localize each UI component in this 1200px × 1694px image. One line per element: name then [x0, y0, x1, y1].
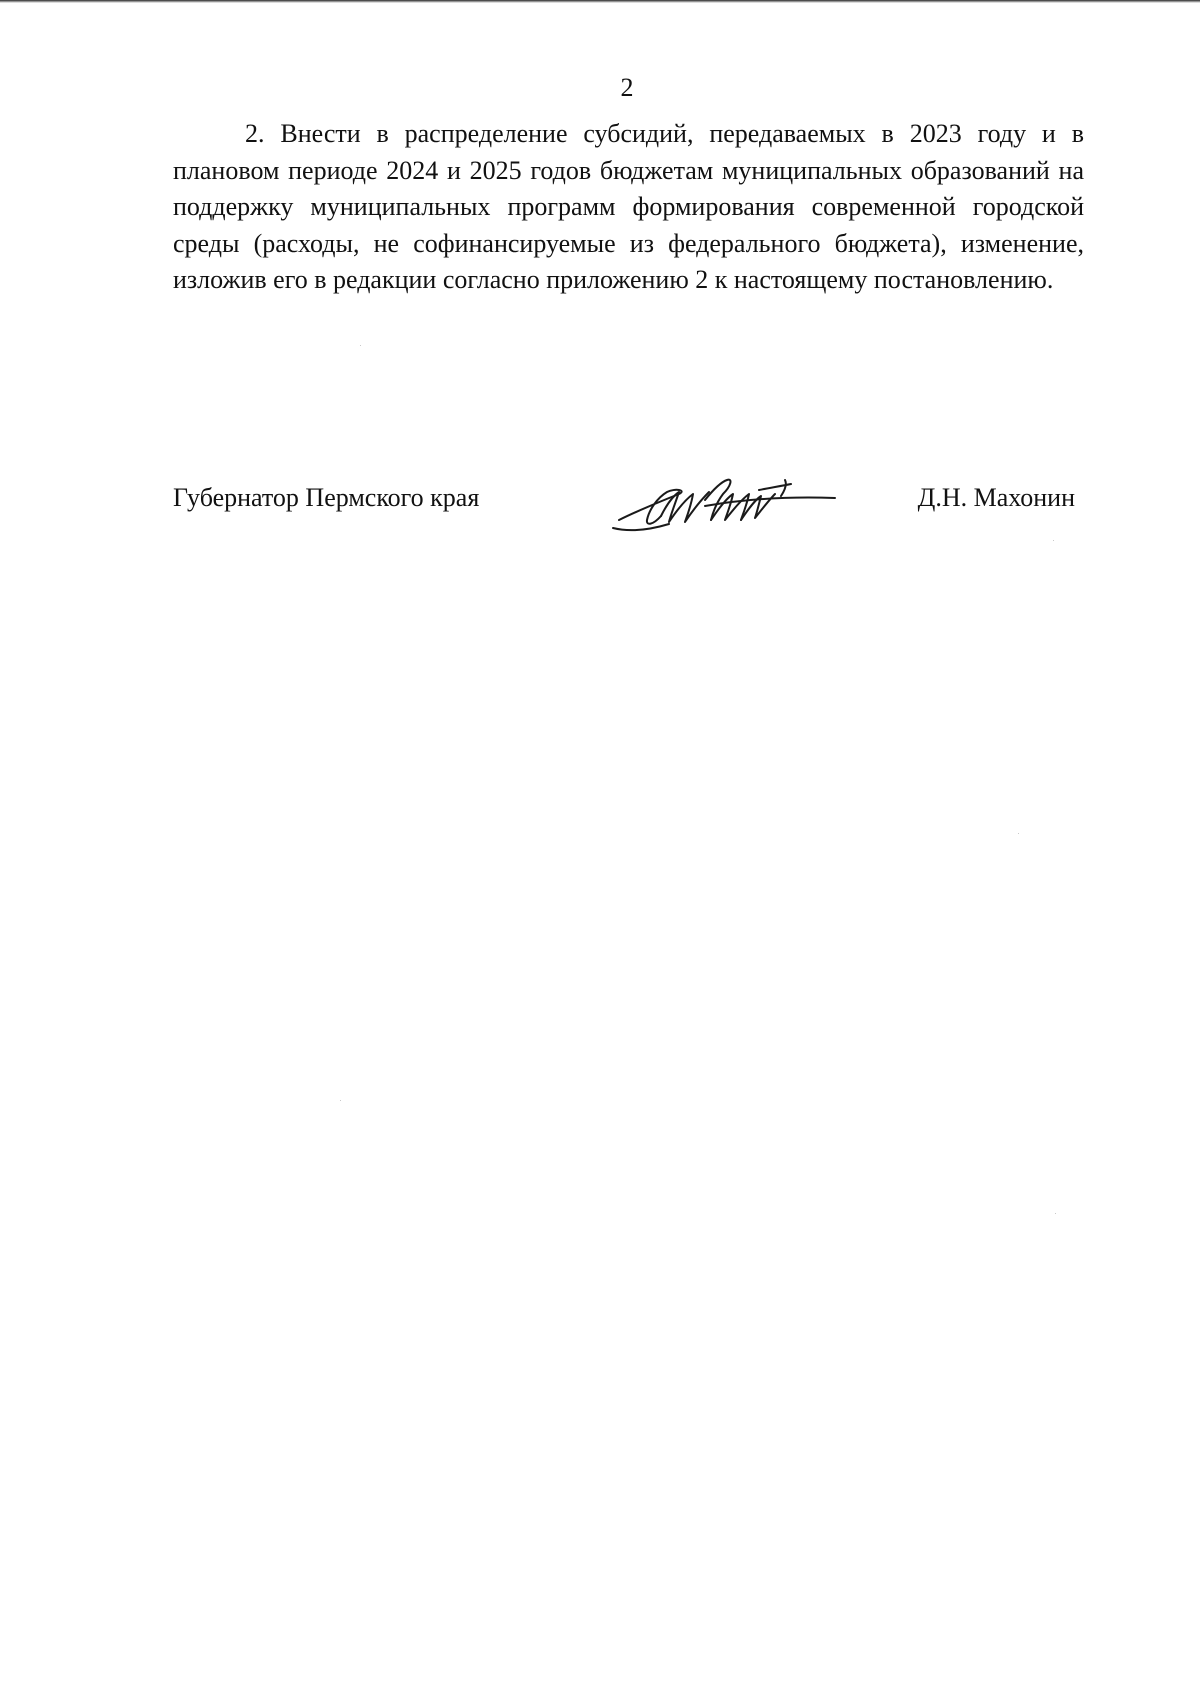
- signer-title: Губернатор Пермского края: [173, 483, 480, 512]
- scan-edge: [0, 0, 1200, 3]
- page-number: 2: [620, 73, 634, 102]
- handwritten-signature-icon: [609, 470, 839, 540]
- body-paragraph: 2. Внести в распределение субсидий, передаваемых в 2023 году и в плановом периоде 2024 и 2025 годов бюджетам муниципальных образований на поддержку муниципальных программ формирования современной городской среды (расходы, не софинансируемые из федерального бюджета), изменение, изложив его в редакции согласно приложению 2 к настоящему постановлению.: [173, 119, 1084, 295]
- scan-speck: [1055, 1213, 1056, 1214]
- signer-name: Д.Н. Махонин: [917, 483, 1075, 512]
- scan-speck: [1018, 833, 1019, 834]
- signature-block: [173, 470, 1084, 550]
- scan-speck: [360, 345, 361, 346]
- scan-speck: [340, 1100, 341, 1101]
- scan-speck: [1053, 540, 1054, 541]
